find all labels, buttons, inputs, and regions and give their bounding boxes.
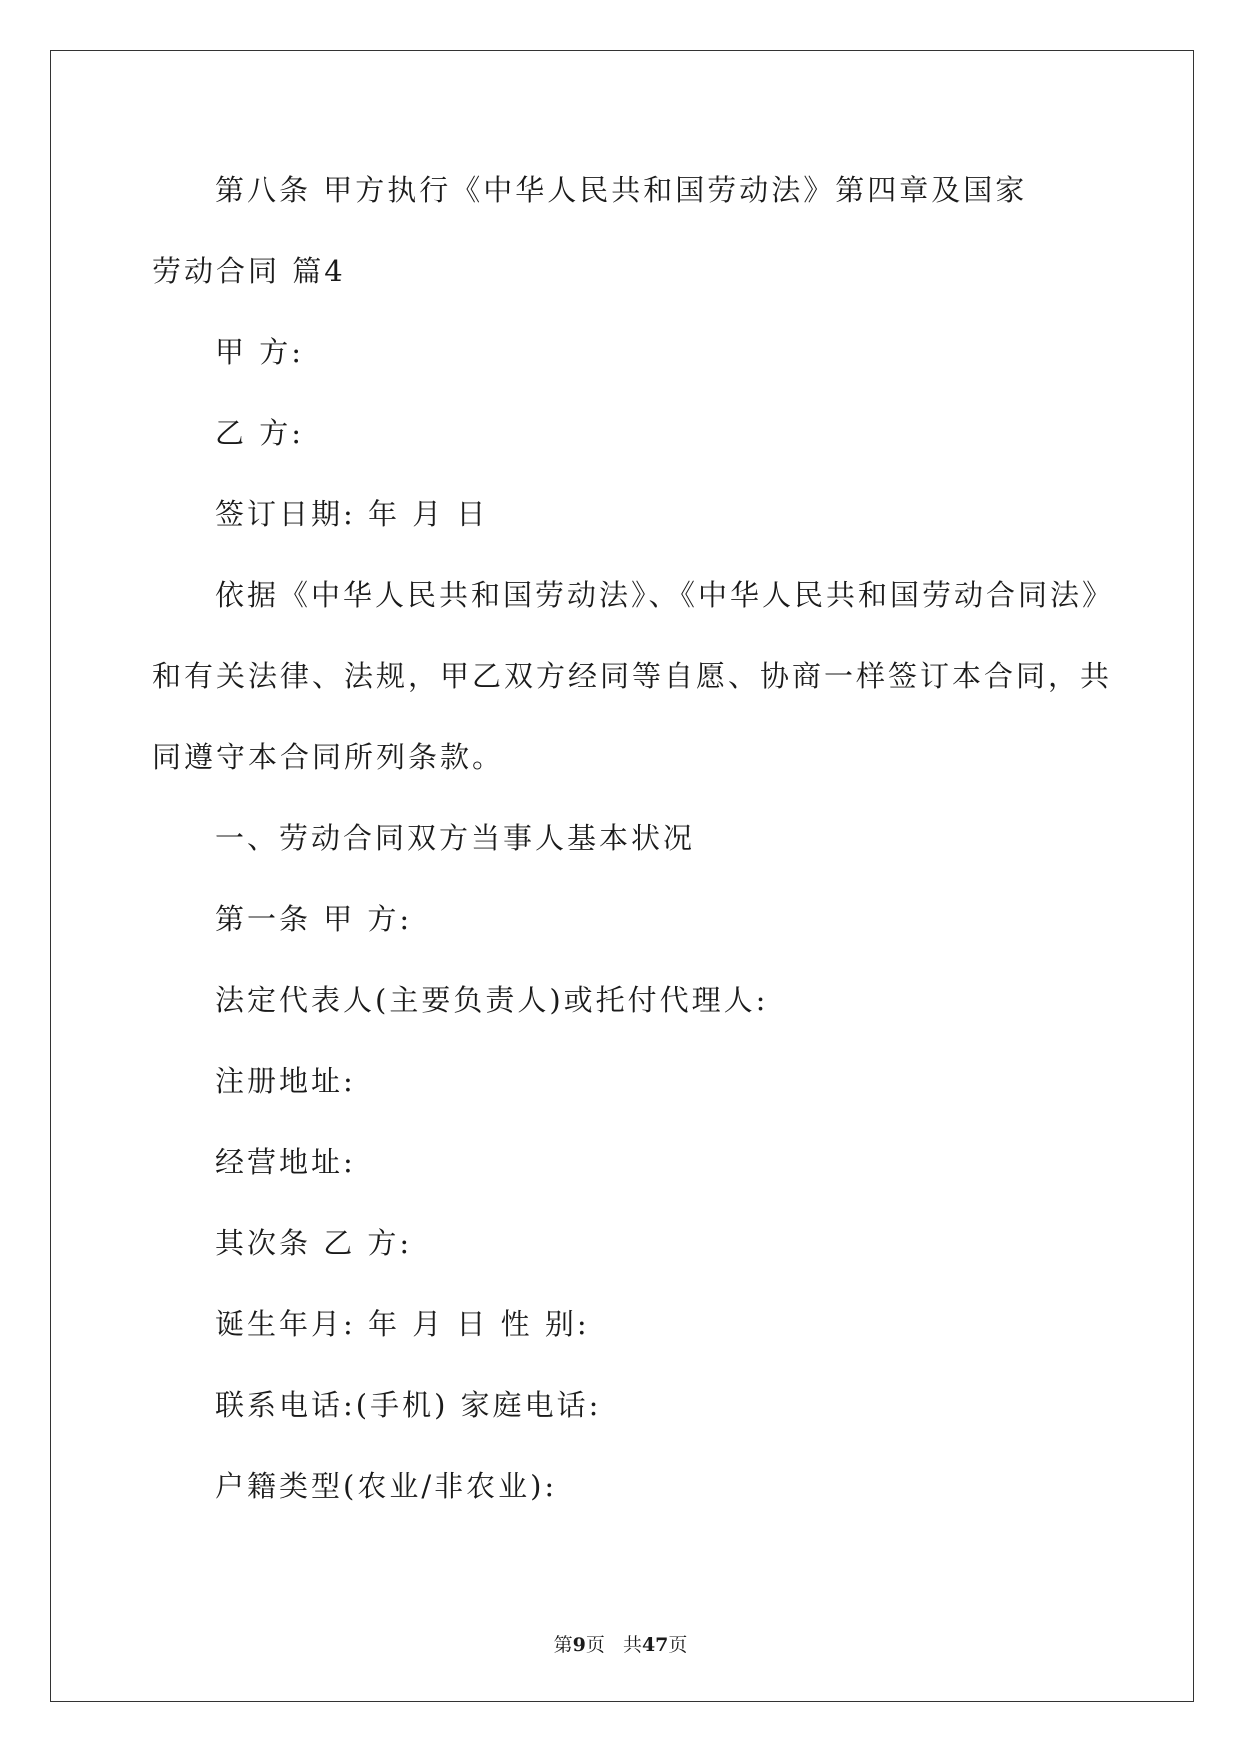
preamble-line-3: 同遵守本合同所列条款。: [152, 740, 505, 774]
legal-representative-line: 法定代表人(主要负责人)或托付代理人:: [215, 983, 769, 1017]
footer-suffix: 页: [668, 1634, 688, 1656]
section-heading: 劳动合同 篇4: [152, 254, 346, 288]
registered-address-line: 注册地址:: [215, 1064, 356, 1098]
paragraph-article-8: 第八条 甲方执行《中华人民共和国劳动法》第四章及国家: [215, 173, 1028, 207]
preamble-line-2: 和有关法律、法规，甲乙双方经同等自愿、协商一样签订本合同，共: [152, 659, 1113, 693]
party-b-line: 乙 方:: [215, 416, 304, 450]
page-footer: [0, 1633, 1241, 1657]
contact-phone-line: 联系电话:(手机) 家庭电话:: [215, 1388, 602, 1422]
footer-middle: 页 共: [585, 1634, 642, 1656]
party-a-line: 甲 方:: [215, 335, 304, 369]
business-address-line: 经营地址:: [215, 1145, 356, 1179]
article-1-party-a: 第一条 甲 方:: [215, 902, 413, 936]
footer-current-page: 9: [572, 1634, 586, 1656]
footer-prefix: 第: [553, 1634, 573, 1656]
preamble-line-1: 依据《中华人民共和国劳动法》、《中华人民共和国劳动合同法》: [215, 578, 1115, 612]
birth-gender-line: 诞生年月: 年 月 日 性 别:: [215, 1307, 590, 1341]
page-border: [50, 50, 1194, 1702]
chapter-heading: 一、劳动合同双方当事人基本状况: [215, 821, 696, 855]
sign-date-line: 签订日期: 年 月 日: [215, 497, 489, 531]
household-type-line: 户籍类型(农业/非农业):: [215, 1469, 558, 1503]
article-2-party-b: 其次条 乙 方:: [215, 1226, 413, 1260]
footer-total-pages: 47: [641, 1634, 669, 1656]
